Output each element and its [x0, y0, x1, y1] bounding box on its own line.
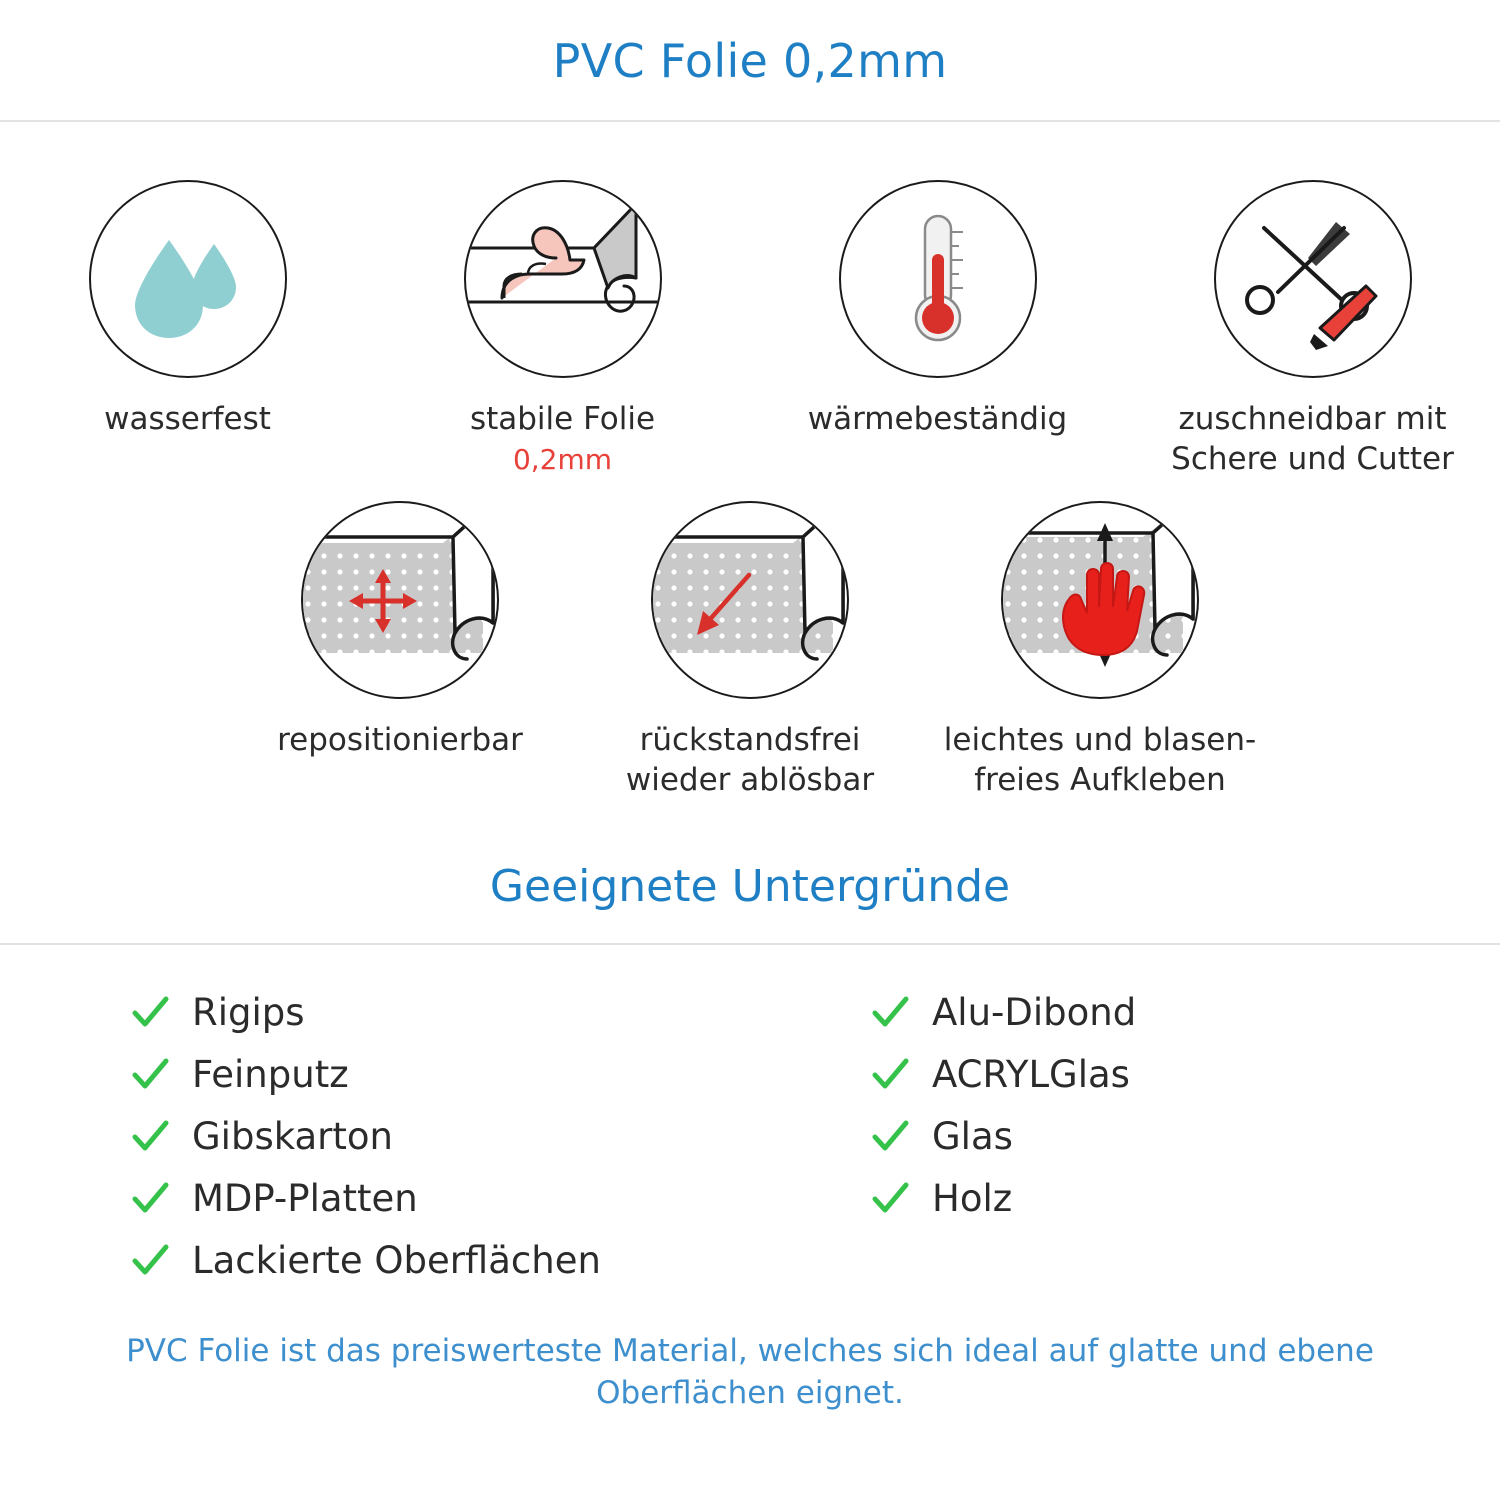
list-item-label: Holz: [932, 1177, 1013, 1221]
check-icon: [130, 1179, 170, 1219]
feature-row-2: [0, 501, 1500, 800]
feature-caption: [1148, 400, 1478, 479]
list-item-label: ACRYLGlas: [932, 1053, 1130, 1097]
list-item-label: Glas: [932, 1115, 1013, 1159]
feature-repositionierbar: [225, 501, 575, 761]
feature-label: wärmebeständig: [807, 401, 1068, 437]
feature-stabile-folie: [375, 180, 750, 478]
footer-note: PVC Folie ist das preiswerteste Material, welches sich ideal auf glatte und ebene Oberflächen eignet.: [126, 1332, 1374, 1411]
feature-caption: [935, 721, 1265, 800]
page-title: PVC Folie 0,2mm: [552, 34, 948, 88]
feature-caption: [104, 400, 271, 440]
list-item: [130, 1235, 870, 1287]
check-icon: [130, 1117, 170, 1157]
divider-middle: [0, 943, 1500, 945]
strong-arm-film-icon: [464, 180, 662, 378]
surfaces-lists: [0, 987, 1500, 1297]
feature-caption: [470, 400, 655, 478]
feature-caption: [585, 721, 915, 800]
check-icon: [870, 1117, 910, 1157]
peel-off-arrow-icon: [651, 501, 849, 699]
feature-zuschneidbar: [1125, 180, 1500, 479]
feature-rueckstandsfrei: [575, 501, 925, 800]
reposition-arrows-icon: [301, 501, 499, 699]
surfaces-heading: Geeignete Untergründe: [489, 860, 1011, 912]
feature-label: leichtes und blasen-freies Aufkleben: [943, 722, 1257, 799]
feature-row-1: [0, 180, 1500, 479]
divider-top: [0, 120, 1500, 122]
feature-label: stabile Folie: [469, 401, 656, 437]
check-icon: [130, 1241, 170, 1281]
feature-label: zuschneidbar mit Schere und Cutter: [1171, 401, 1454, 477]
water-drops-icon: [89, 180, 287, 378]
feature-label: rückstandsfrei wieder ablösbar: [625, 722, 875, 799]
list-item: [130, 1111, 870, 1163]
check-icon: [130, 1055, 170, 1095]
feature-caption: [277, 721, 523, 761]
feature-sublabel: 0,2mm: [512, 442, 613, 476]
check-icon: [870, 993, 910, 1033]
list-item: [130, 987, 870, 1039]
list-item: [870, 987, 1470, 1039]
list-item-label: Gibskarton: [192, 1115, 393, 1159]
list-item: [870, 1111, 1470, 1163]
feature-label: wasserfest: [104, 401, 271, 437]
feature-wasserfest: [0, 180, 375, 440]
feature-blasenfrei: [925, 501, 1275, 800]
thermometer-icon: [839, 180, 1037, 378]
list-item-label: Feinputz: [192, 1053, 349, 1097]
list-item: [870, 1049, 1470, 1101]
list-item-label: Rigips: [192, 991, 305, 1035]
feature-caption: [808, 400, 1068, 440]
check-icon: [870, 1055, 910, 1095]
list-item-label: MDP-Platten: [192, 1177, 418, 1221]
hand-smoothing-icon: [1001, 501, 1199, 699]
check-icon: [870, 1179, 910, 1219]
check-icon: [130, 993, 170, 1033]
list-item: [130, 1173, 870, 1225]
surfaces-right-column: [870, 987, 1470, 1297]
list-item-label: Lackierte Oberflächen: [192, 1239, 601, 1283]
list-item: [870, 1173, 1470, 1225]
list-item: [130, 1049, 870, 1101]
list-item-label: Alu-Dibond: [932, 991, 1137, 1035]
surfaces-left-column: [130, 987, 870, 1297]
feature-waermebestaendig: [750, 180, 1125, 440]
scissors-cutter-icon: [1214, 180, 1412, 378]
feature-label: repositionierbar: [277, 722, 523, 759]
